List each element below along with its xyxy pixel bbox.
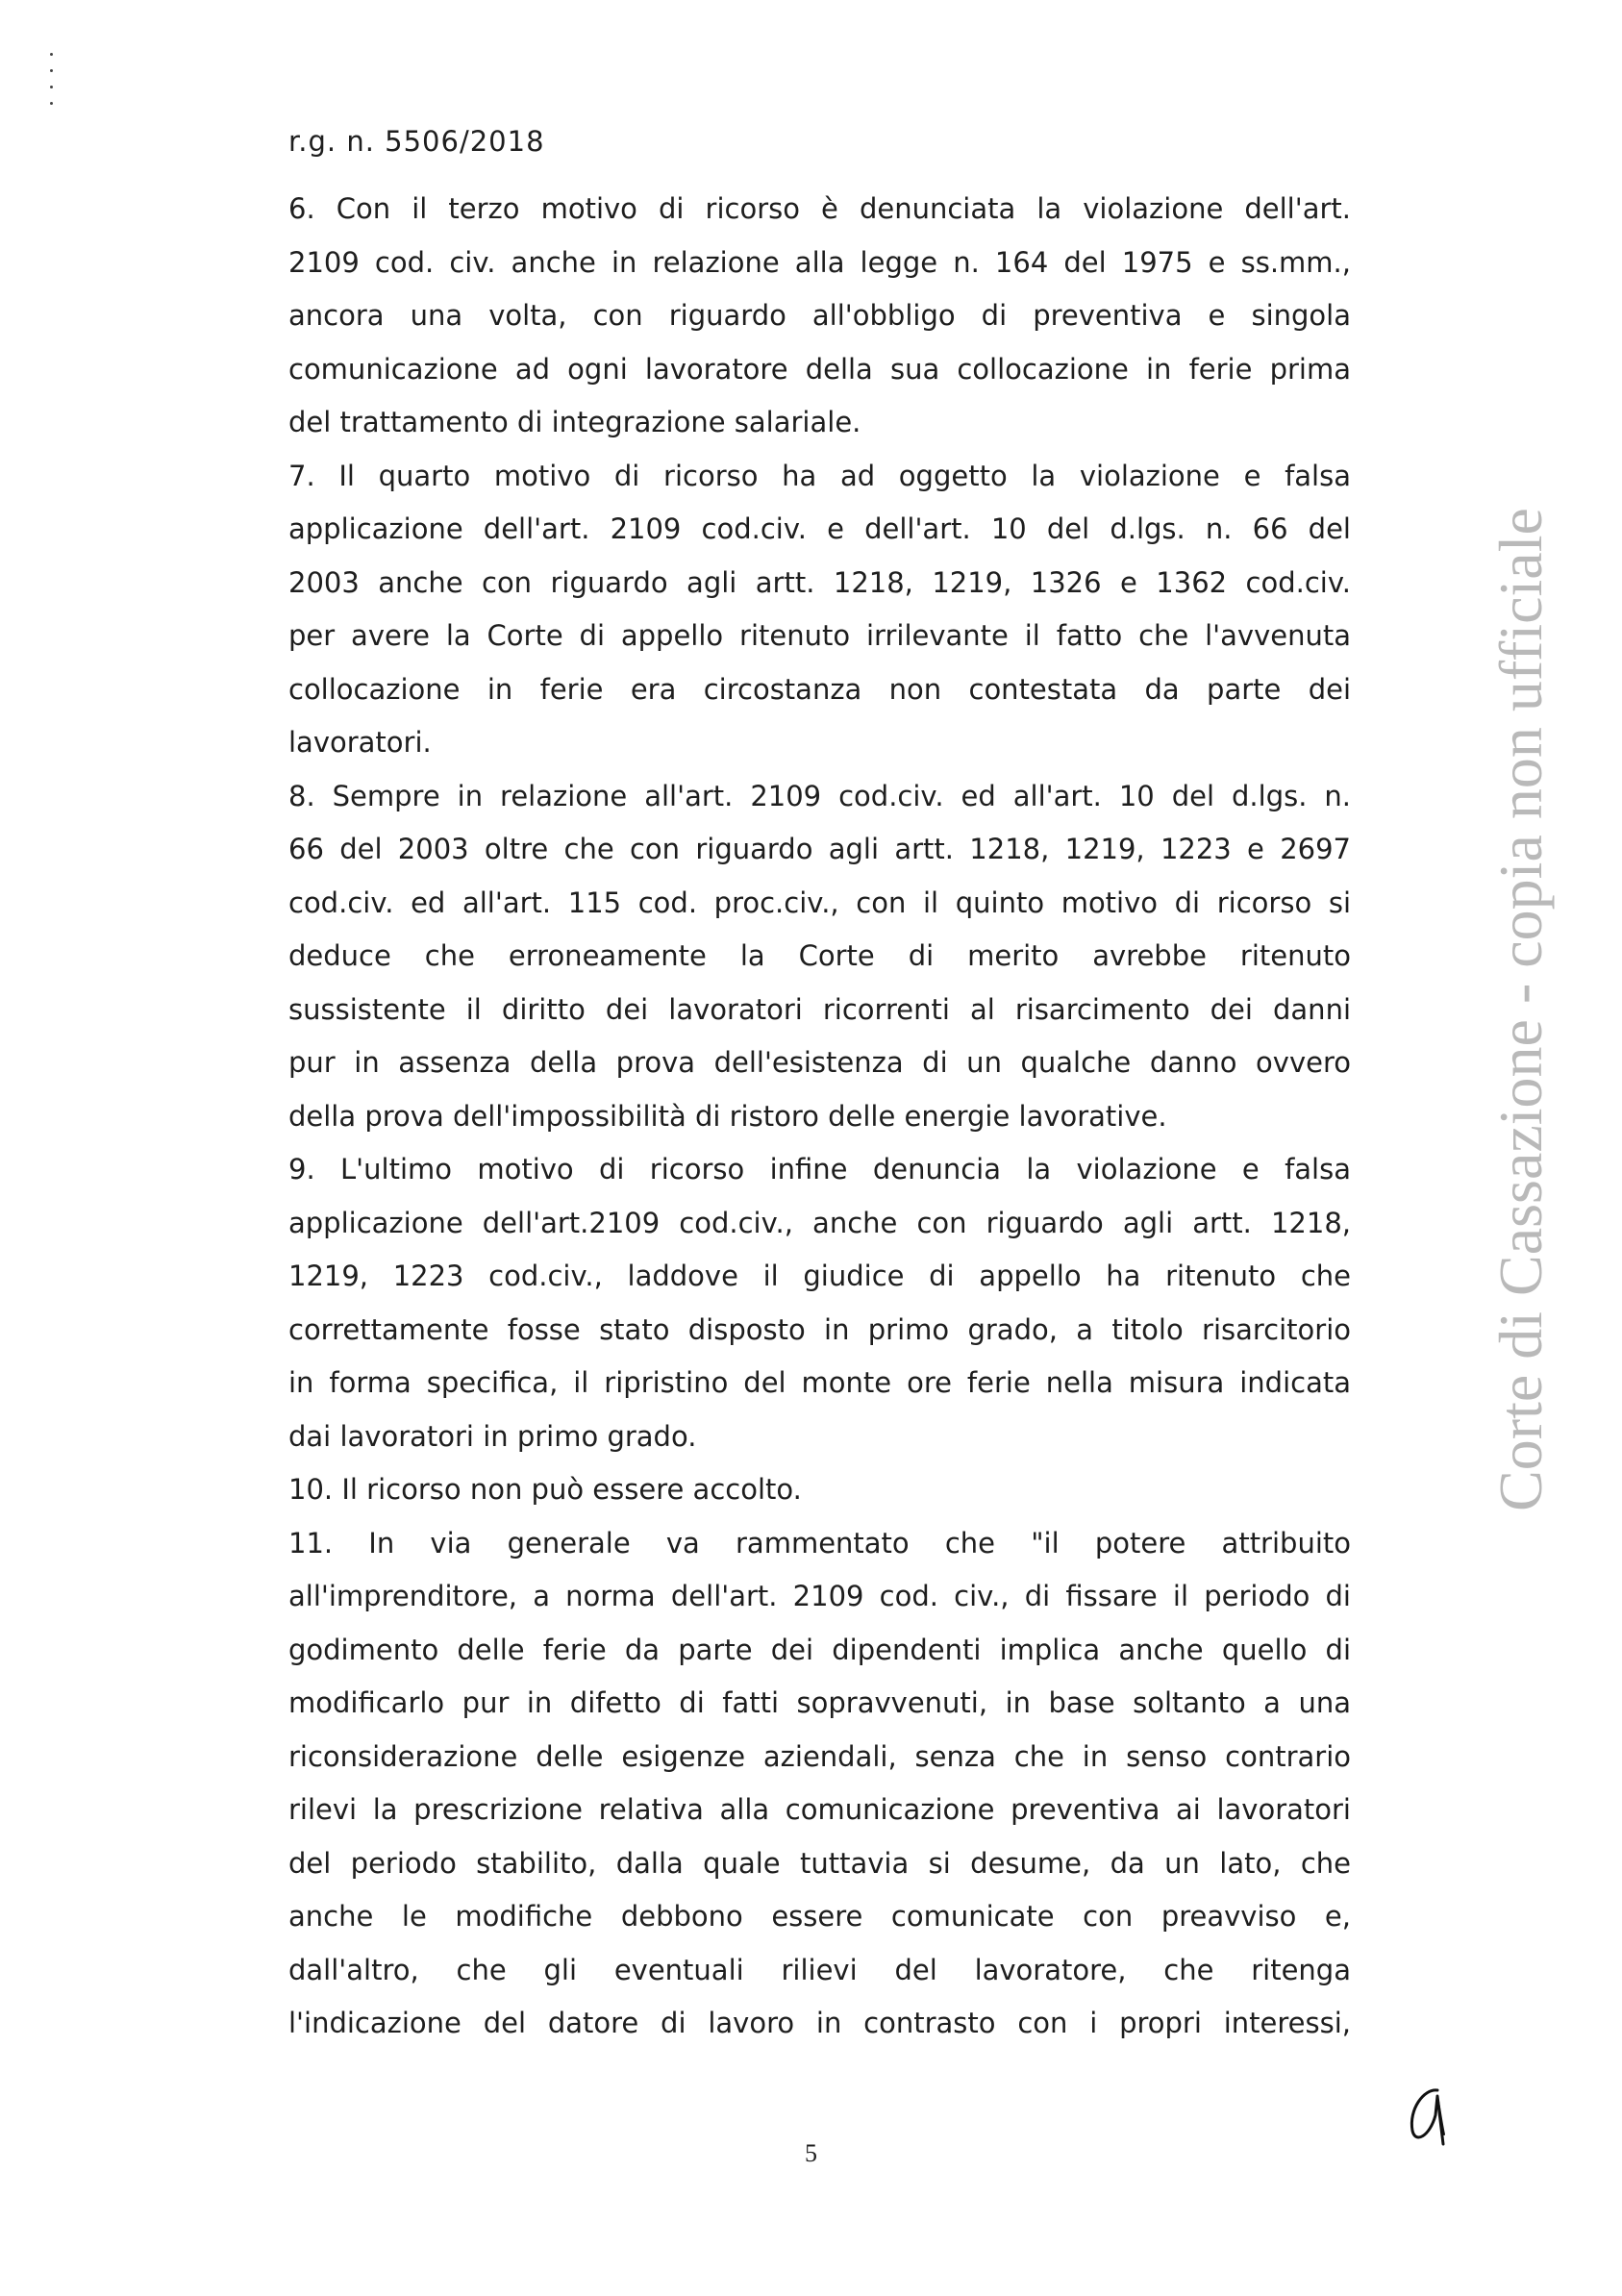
paragraph-3-line: deduce che erroneamente la Corte di merito avrebbe ritenuto — [288, 939, 1351, 972]
paragraph-2-line: collocazione in ferie era circostanza non contestata da parte dei — [288, 672, 1351, 706]
page-number: 5 — [805, 2139, 817, 2167]
watermark: Corte di Cassazione - copia non ufficiale — [1486, 508, 1555, 1511]
paragraph-1-line: 6. Con il terzo motivo di ricorso è denunciata la violazione dell'art. — [288, 192, 1351, 225]
paragraph-3-line: 66 del 2003 oltre che con riguardo agli artt. 1218, 1219, 1223 e 2697 — [288, 833, 1351, 865]
paragraph-6-line: dall'altro, che gli eventuali rilievi del lavoratore, che ritenga — [288, 1953, 1351, 1986]
paragraph-3-line: della prova dell'impossibilità di ristoro delle energie lavorative. — [288, 1099, 1167, 1133]
paragraph-1-line: 2109 cod. civ. anche in relazione alla legge n. 164 del 1975 e ss.mm., — [288, 245, 1351, 279]
paragraph-6-line: anche le modifiche debbono essere comunicate con preavviso e, — [288, 1900, 1351, 1933]
paragraph-2-line: per avere la Corte di appello ritenuto irrilevante il fatto che l'avvenuta — [288, 619, 1351, 652]
paragraph-6-line: rilevi la prescrizione relativa alla comunicazione preventiva ai lavoratori — [288, 1793, 1351, 1826]
paragraph-4-line: 1219, 1223 cod.civ., laddove il giudice di appello ha ritenuto che — [288, 1260, 1351, 1292]
paragraph-4-line: dai lavoratori in primo grado. — [288, 1419, 697, 1453]
paragraph-2-line: applicazione dell'art. 2109 cod.civ. e dell'art. 10 del d.lgs. n. 66 del — [288, 512, 1351, 545]
paragraph-6-line: modificarlo pur in difetto di fatti sopravvenuti, in base soltanto a una — [288, 1686, 1351, 1719]
paragraph-1-line: ancora una volta, con riguardo all'obbligo di preventiva e singola — [288, 299, 1351, 332]
paragraph-4-line: 9. L'ultimo motivo di ricorso infine denuncia la violazione e falsa — [288, 1153, 1351, 1185]
paragraph-2-line: lavoratori. — [288, 726, 432, 759]
paragraph-3-line: cod.civ. ed all'art. 115 cod. proc.civ., con il quinto motivo di ricorso si — [288, 886, 1351, 919]
paragraph-6-line: l'indicazione del datore di lavoro in contrasto con i propri interessi, — [288, 2007, 1351, 2039]
paragraph-3-line: sussistente il diritto dei lavoratori ricorrenti al risarcimento dei danni — [288, 992, 1351, 1026]
document-body — [288, 183, 1351, 2051]
handwritten-initials — [1399, 2077, 1466, 2154]
margin-dots — [50, 53, 58, 118]
paragraph-3-line: 8. Sempre in relazione all'art. 2109 cod.civ. ed all'art. 10 del d.lgs. n. — [288, 779, 1351, 812]
paragraph-1-line: del trattamento di integrazione salariale. — [288, 406, 861, 438]
paragraph-6-line: 11. In via generale va rammentato che "il potere attribuito — [288, 1526, 1351, 1560]
paragraph-5-line: 10. Il ricorso non può essere accolto. — [288, 1473, 802, 1506]
paragraph-4-line: correttamente fosse stato disposto in primo grado, a titolo risarcitorio — [288, 1312, 1351, 1346]
paragraph-4-line: in forma specifica, il ripristino del monte ore ferie nella misura indicata — [288, 1366, 1351, 1399]
paragraph-6-line: all'imprenditore, a norma dell'art. 2109 cod. civ., di fissare il periodo di — [288, 1580, 1351, 1612]
paragraph-4-line: applicazione dell'art.2109 cod.civ., anche con riguardo agli artt. 1218, — [288, 1206, 1351, 1239]
paragraph-1-line: comunicazione ad ogni lavoratore della sua collocazione in ferie prima — [288, 352, 1351, 386]
paragraph-6-line: godimento delle ferie da parte dei dipendenti implica anche quello di — [288, 1633, 1351, 1666]
paragraph-3-line: pur in assenza della prova dell'esistenza di un qualche danno ovvero — [288, 1046, 1351, 1079]
paragraph-2-line: 2003 anche con riguardo agli artt. 1218, 1219, 1326 e 1362 cod.civ. — [288, 565, 1351, 599]
paragraph-6-line: riconsiderazione delle esigenze aziendali, senza che in senso contrario — [288, 1739, 1351, 1773]
paragraph-6-line: del periodo stabilito, dalla quale tuttavia si desume, da un lato, che — [288, 1846, 1351, 1880]
case-reference: r.g. n. 5506/2018 — [288, 125, 545, 158]
paragraph-2-line: 7. Il quarto motivo di ricorso ha ad oggetto la violazione e falsa — [288, 459, 1351, 492]
